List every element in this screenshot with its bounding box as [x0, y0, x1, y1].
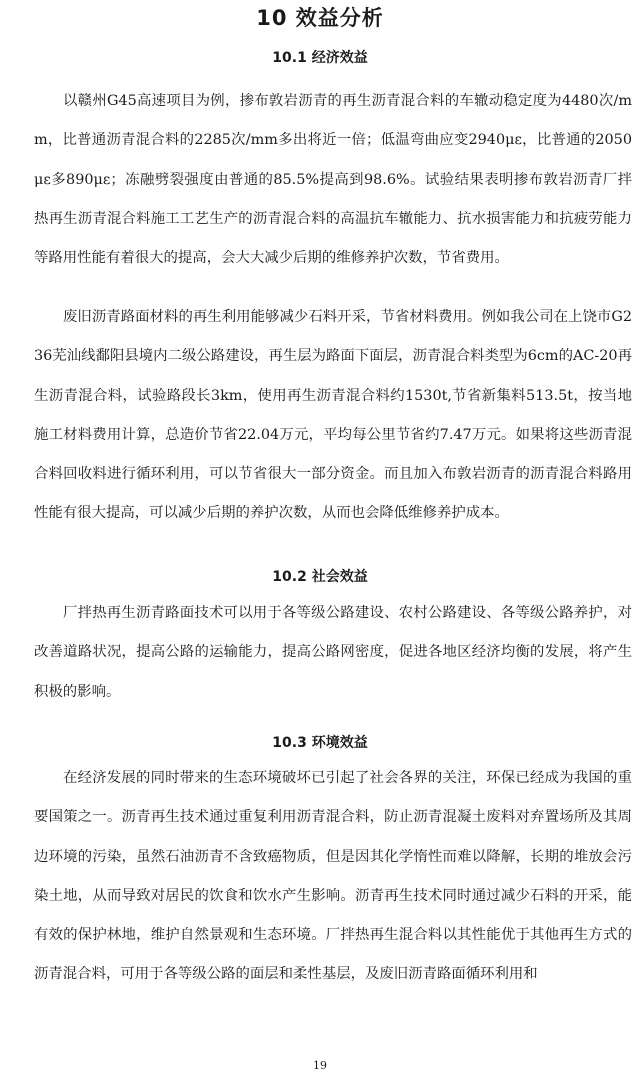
section-heading-environment: 10.3 环境效益	[272, 735, 368, 751]
paragraph-economic-2: 废旧沥青路面材料的再生利用能够减少石料开采，节省材料费用。例如我公司在上饶市G236芜汕线鄱阳县境内二级公路建设，再生层为路面下面层，沥青混合料类型为6cm的AC-20再生沥青混合料，试验路段长3km，使用再生沥青混合料约1530t,节省新集料513.5t，按当地施工材料费用计算，总造价节省22.04万元，平均每公里节省约7.47万元。如果将这些沥青混合料回收料进行循环利用，可以节省很大一部分资金。而且加入布敦岩沥青的沥青混合料路用性能有很大提高，可以减少后期的养护次数，从而也会降低维修养护成本。	[34, 309, 632, 522]
section-heading-economic: 10.1 经济效益	[272, 50, 368, 66]
paragraph-environment-1: 在经济发展的同时带来的生态环境破坏已引起了社会各界的关注，环保已经成为我国的重要国策之一。沥青再生技术通过重复利用沥青混合料，防止沥青混凝土废料对弃置场所及其周边环境的污染，虽然石油沥青不含致癌物质，但是因其化学惰性而难以降解，长期的堆放会污染土地，从而导致对居民的饮食和饮水产生影响。沥青再生技术同时通过减少石料的开采，能有效的保护林地，维护自然景观和生态环境。厂拌热再生混合料以其性能优于其他再生方式的沥青混合料，可用于各等级公路的面层和柔性基层，及废旧沥青路面循环利用和	[34, 770, 632, 983]
paragraph-social-1: 厂拌热再生沥青路面技术可以用于各等级公路建设、农村公路建设、各等级公路养护，对改善道路状况，提高公路的运输能力，提高公路网密度，促进各地区经济均衡的发展，将产生积极的影响。	[34, 605, 632, 700]
paragraph-economic-1: 以赣州G45高速项目为例，掺布敦岩沥青的再生沥青混合料的车辙动稳定度为4480次/mm，比普通沥青混合料的2285次/mm多出将近一倍；低温弯曲应变2940με，比普通的2050με多890με；冻融劈裂强度由普通的85.5%提高到98.6%。试验结果表明掺布敦岩沥青厂拌热再生沥青混合料施工工艺生产的沥青混合料的高温抗车辙能力、抗水损害能力和抗疲劳能力等路用性能有着很大的提高，会大大减少后期的维修养护次数，节省费用。	[34, 93, 632, 267]
chapter-title: 10 效益分析	[256, 6, 384, 30]
page-number: 19	[313, 1059, 327, 1072]
section-heading-social: 10.2 社会效益	[272, 569, 368, 585]
